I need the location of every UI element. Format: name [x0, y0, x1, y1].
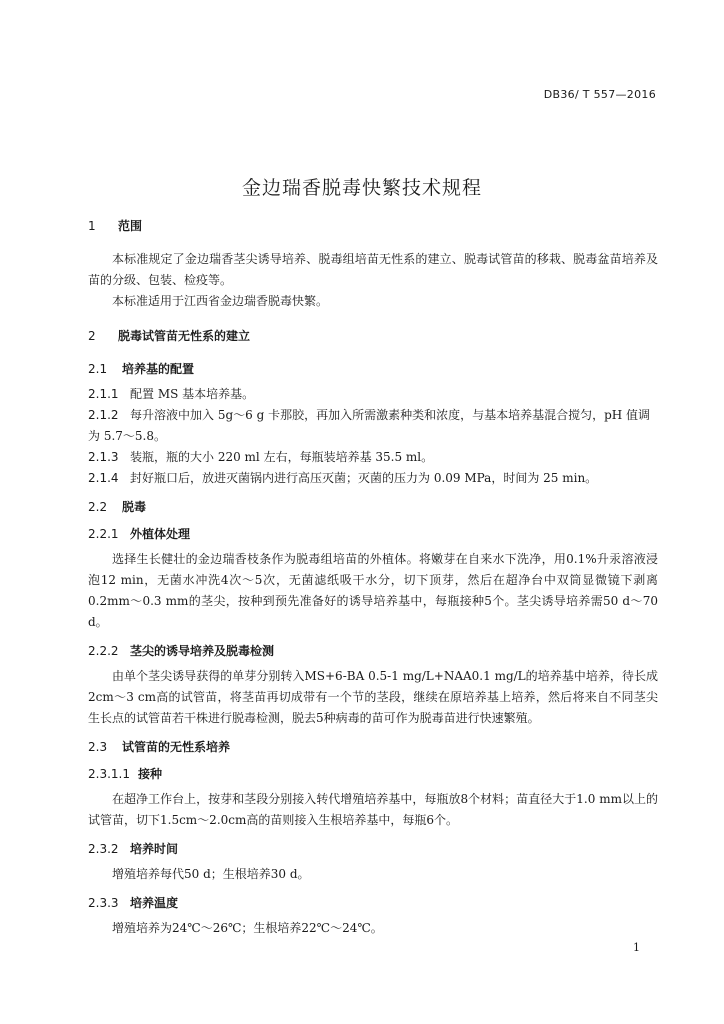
paragraph: 本标准规定了金边瑞香茎尖诱导培养、脱毒组培苗无性系的建立、脱毒试管苗的移栽、脱毒盆苗培养及苗的分级、包装、检疫等。 — [88, 252, 658, 287]
subsection-2-3-heading — [88, 737, 658, 758]
subsection-2-3-2-body — [88, 864, 658, 885]
clause-number: 2.1.1 — [88, 387, 119, 401]
section-number: 1 — [88, 219, 96, 233]
clause-item — [88, 384, 658, 405]
subsection-2-3-3-body — [88, 918, 658, 939]
subsection-2-1-heading — [88, 359, 658, 380]
subsection-2-2-1-body — [88, 549, 658, 633]
document-title: 金边瑞香脱毒快繁技术规程 — [241, 176, 482, 199]
subsection-number: 2.3.3 — [88, 896, 119, 910]
subsection-2-2-2-heading — [88, 641, 658, 662]
paragraph: 由单个茎尖诱导获得的单芽分别转入MS+6-BA 0.5-1 mg/L+NAA0.1 mg/L的培养基中培养，待长成2cm～3 cm高的试管苗，将茎苗再切成带有一个节的茎段，继续在原培养基上培养，然后将来自不同茎尖生长点的试管苗若干株进行脱毒检测，脱去5种病毒的苗可作为脱毒苗进行快速繁殖。 — [88, 669, 658, 725]
document-code: DB36/ T 557—2016 — [543, 88, 656, 101]
subsection-2-2-heading — [88, 497, 658, 518]
subsection-title: 培养时间 — [130, 842, 179, 856]
clause-item — [88, 447, 658, 468]
clause-number: 2.1.2 — [88, 408, 119, 422]
subsection-2-2-1-heading — [88, 524, 658, 545]
subsection-2-1-body — [88, 384, 658, 489]
subsection-number: 2.2.2 — [88, 644, 119, 658]
section-1-body — [88, 249, 658, 312]
paragraph: 在超净工作台上，按芽和茎段分别接入转代增殖培养基中，每瓶放8个材料；苗直径大于1.0 mm以上的试管苗，切下1.5cm～2.0cm高的苗则接入生根培养基中，每瓶6个。 — [88, 792, 658, 827]
subsection-title: 培养基的配置 — [122, 362, 195, 376]
subsection-number: 2.3 — [88, 740, 108, 754]
subsection-2-3-3-heading — [88, 893, 658, 914]
clause-number: 2.1.4 — [88, 471, 119, 485]
section-title: 脱毒试管苗无性系的建立 — [118, 329, 251, 343]
clause-text: 配置 MS 基本培养基。 — [130, 387, 255, 401]
paragraph: 本标准适用于江西省金边瑞香脱毒快繁。 — [112, 294, 329, 308]
subsection-title: 脱毒 — [122, 500, 147, 514]
clause-text: 装瓶，瓶的大小 220 ml 左右，每瓶装培养基 35.5 ml。 — [130, 450, 434, 464]
subsection-number: 2.3.2 — [88, 842, 119, 856]
page-number: 1 — [633, 941, 640, 954]
subsection-2-3-2-heading — [88, 839, 658, 860]
paragraph: 增殖培养为24℃～26℃；生根培养22℃～24℃。 — [112, 921, 383, 935]
subsection-number: 2.3.1.1 — [88, 767, 130, 781]
subsection-number: 2.1 — [88, 362, 108, 376]
clause-item — [88, 405, 658, 447]
subsection-number: 2.2.1 — [88, 527, 119, 541]
clause-text: 封好瓶口后，放进灭菌锅内进行高压灭菌；灭菌的压力为 0.09 MPa，时间为 25 min。 — [130, 471, 598, 485]
paragraph: 增殖培养每代50 d；生根培养30 d。 — [112, 867, 310, 881]
subsection-title: 外植体处理 — [130, 527, 191, 541]
clause-item — [88, 468, 658, 489]
subsection-2-3-1-1-body — [88, 789, 658, 831]
section-number: 2 — [88, 329, 96, 343]
subsection-2-2-2-body — [88, 666, 658, 729]
subsection-number: 2.2 — [88, 500, 108, 514]
paragraph: 选择生长健壮的金边瑞香枝条作为脱毒组培苗的外植体。将嫩芽在自来水下洗净，用0.1%升汞溶液浸泡12 min，无菌水冲洗4次～5次，无菌滤纸吸干水分，切下顶芽，然后在超净台中双筒显微镜下剥离0.2mm～0.3 mm的茎尖，按种到预先准备好的诱导培养基中，每瓶接种5个。茎尖诱导培养需50 d～70 d。 — [88, 552, 658, 629]
section-1-heading — [88, 216, 658, 237]
subsection-title: 培养温度 — [130, 896, 179, 910]
section-2-heading — [88, 326, 658, 347]
subsection-title: 茎尖的诱导培养及脱毒检测 — [130, 644, 275, 658]
document-body — [88, 216, 658, 947]
section-title: 范围 — [118, 219, 143, 233]
subsection-2-3-1-1-heading — [88, 764, 658, 785]
clause-text: 每升溶液中加入 5g～6 g 卡那胶，再加入所需激素种类和浓度，与基本培养基混合搅匀，pH 值调为 5.7～5.8。 — [88, 408, 651, 443]
subsection-title: 试管苗的无性系培养 — [122, 740, 231, 754]
clause-number: 2.1.3 — [88, 450, 119, 464]
subsection-title: 接种 — [137, 767, 162, 781]
